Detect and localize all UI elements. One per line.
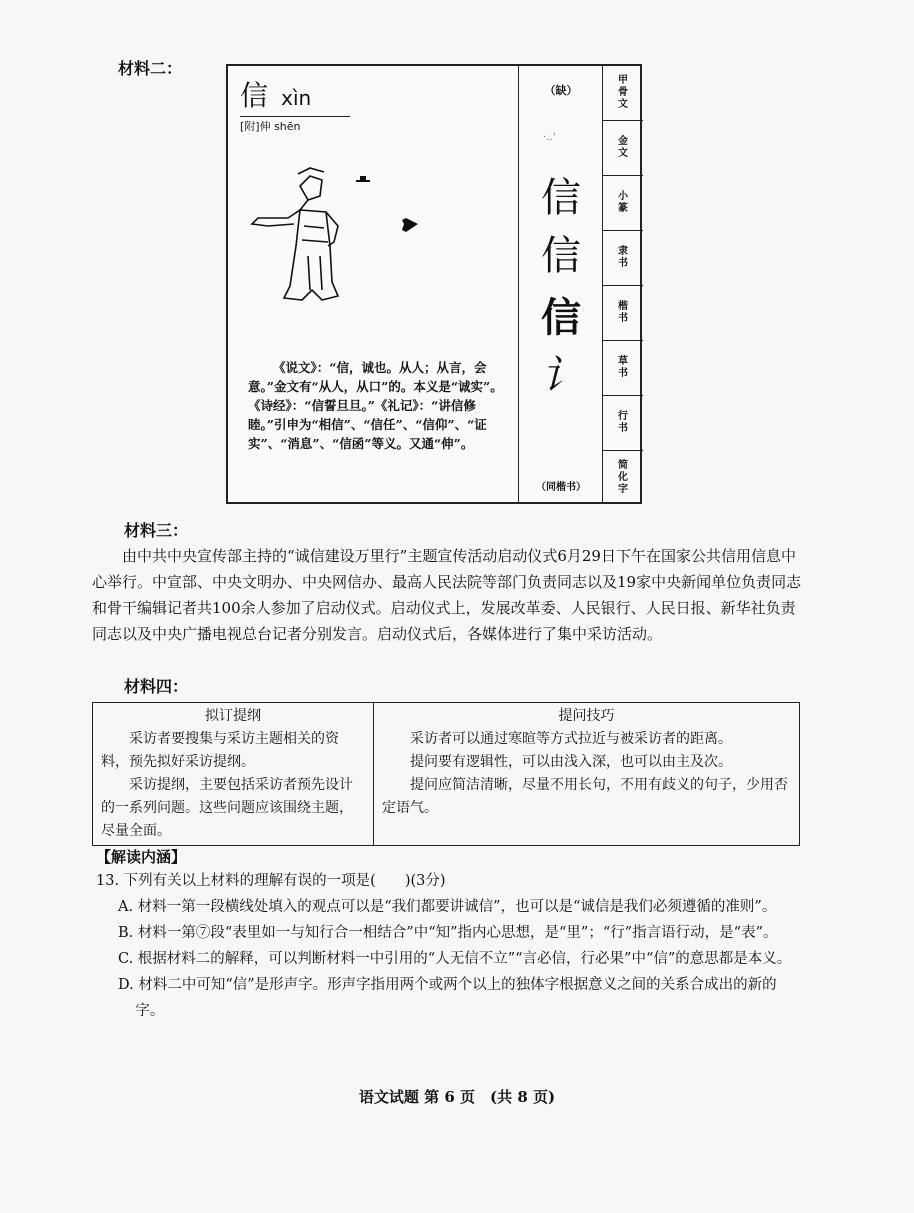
jinwen-mark: ·‥' [543, 132, 556, 143]
script-style-labels [602, 66, 643, 502]
script-label-kaishu: 楷 书 [603, 286, 643, 341]
option-d[interactable]: D. 材料二中可知“信”是形声字。形声字指用两个或两个以上的独体字根据意义之间的关系合成出的新的字。 [118, 977, 777, 1019]
section-heading: 【解读内涵】 [96, 848, 187, 866]
script-label-jiaguwen: 甲 骨 文 [603, 66, 643, 121]
questioning-cell [374, 703, 800, 846]
ancient-figure-illustration [238, 166, 428, 306]
question-options [118, 894, 802, 1024]
questioning-para-1: 采访者可以通过寒暄等方式拉近与被采访者的距离。 [410, 731, 732, 747]
clerical-script-char: 信 [541, 233, 581, 279]
script-label-caoshu: 草 书 [603, 341, 643, 396]
headword: 信 [240, 79, 269, 112]
script-label-xingshu: 行 书 [603, 396, 643, 451]
attached-reading: [附]伸 shēn [240, 120, 301, 133]
material2-label: 材料二： [118, 59, 183, 78]
questioning-header: 提问技巧 [558, 708, 615, 724]
material3-label: 材料三： [124, 521, 189, 540]
question-stem: 13. 下列有关以上材料的理解有误的一项是( )(3分) [96, 873, 446, 889]
interview-tips-table [92, 702, 800, 846]
material3-paragraph [92, 543, 802, 647]
headword-line [240, 74, 350, 117]
questioning-para-3: 提问应简洁清晰，尽量不用长句，不用有歧义的句子，少用否定语气。 [382, 777, 788, 816]
outline-header: 拟订提纲 [205, 708, 261, 724]
headword-pinyin: xìn [281, 86, 312, 110]
seal-script-char: 信 [541, 175, 581, 221]
script-label-lishu: 隶 书 [603, 231, 643, 286]
outline-para-2: 采访提纲，主要包括采访者预先设计的一系列问题。这些问题应该围绕主题，尽量全面。 [101, 777, 353, 839]
character-entry-box [226, 64, 642, 504]
questioning-para-2: 提问要有逻辑性，可以由浅入深，也可以由主及次。 [410, 754, 732, 770]
script-label-jianhuazi: 简 化 字 [618, 459, 628, 495]
outline-para-1: 采访者要搜集与采访主题相关的资料，预先拟好采访提纲。 [101, 731, 339, 770]
same-as-kaishu-note: （同楷书） [536, 482, 586, 493]
option-b[interactable]: B. 材料一第⑦段“表里如一与知行合一相结合”中“知”指内心思想，是“里”；“行”指言语行动，是“表”。 [118, 925, 778, 941]
option-a[interactable]: A. 材料一第一段横线处填入的观点可以是“我们都要讲诚信”，也可以是“诚信是我们必须遵循的准则”。 [118, 899, 777, 915]
script-forms-column [518, 66, 603, 502]
script-label-xiaozhuan: 小 篆 [603, 176, 643, 231]
outline-cell [93, 703, 374, 846]
script-label-jinwen: 金 文 [603, 121, 643, 176]
page-footer: 语文试题 第 6 页 (共 8 页) [358, 1088, 556, 1106]
missing-note: （缺） [544, 84, 578, 97]
option-c[interactable]: C. 根据材料二的解释，可以判断材料一中引用的“人无信不立”“言必信，行必果”中“信”的意思都是本义。 [118, 951, 792, 967]
material3-text: 由中共中央宣传部主持的“诚信建设万里行”主题宣传活动启动仪式6月29日下午在国家公共信用信息中心举行。中宣部、中央文明办、中央网信办、最高人民法院等部门负责同志以及19家中央新闻单位负责同志和骨干编辑记者共100余人参加了启动仪式。启动仪式上，发展改革委、人民银行、人民日报、新华社负责同志以及中央广播电视总台记者分别发言。启动仪式后，各媒体进行了集中采访活动。 [92, 547, 802, 643]
character-entry-left [228, 66, 518, 502]
regular-script-char: 信 [541, 294, 581, 341]
material4-label: 材料四： [124, 677, 189, 696]
character-explanation: 《说文》：“信，诚也。从人；从言，会意。”金文有“从人，从口”的。本义是“诚实”。《诗经》：“信誓旦旦。”《礼记》：“讲信修睦。”引申为“相信”、“信任”、“信仰”、“证实”、“消息”、“信函”等义。又通“伸”。 [248, 360, 503, 451]
cursive-script-char: 讠 [541, 353, 581, 399]
